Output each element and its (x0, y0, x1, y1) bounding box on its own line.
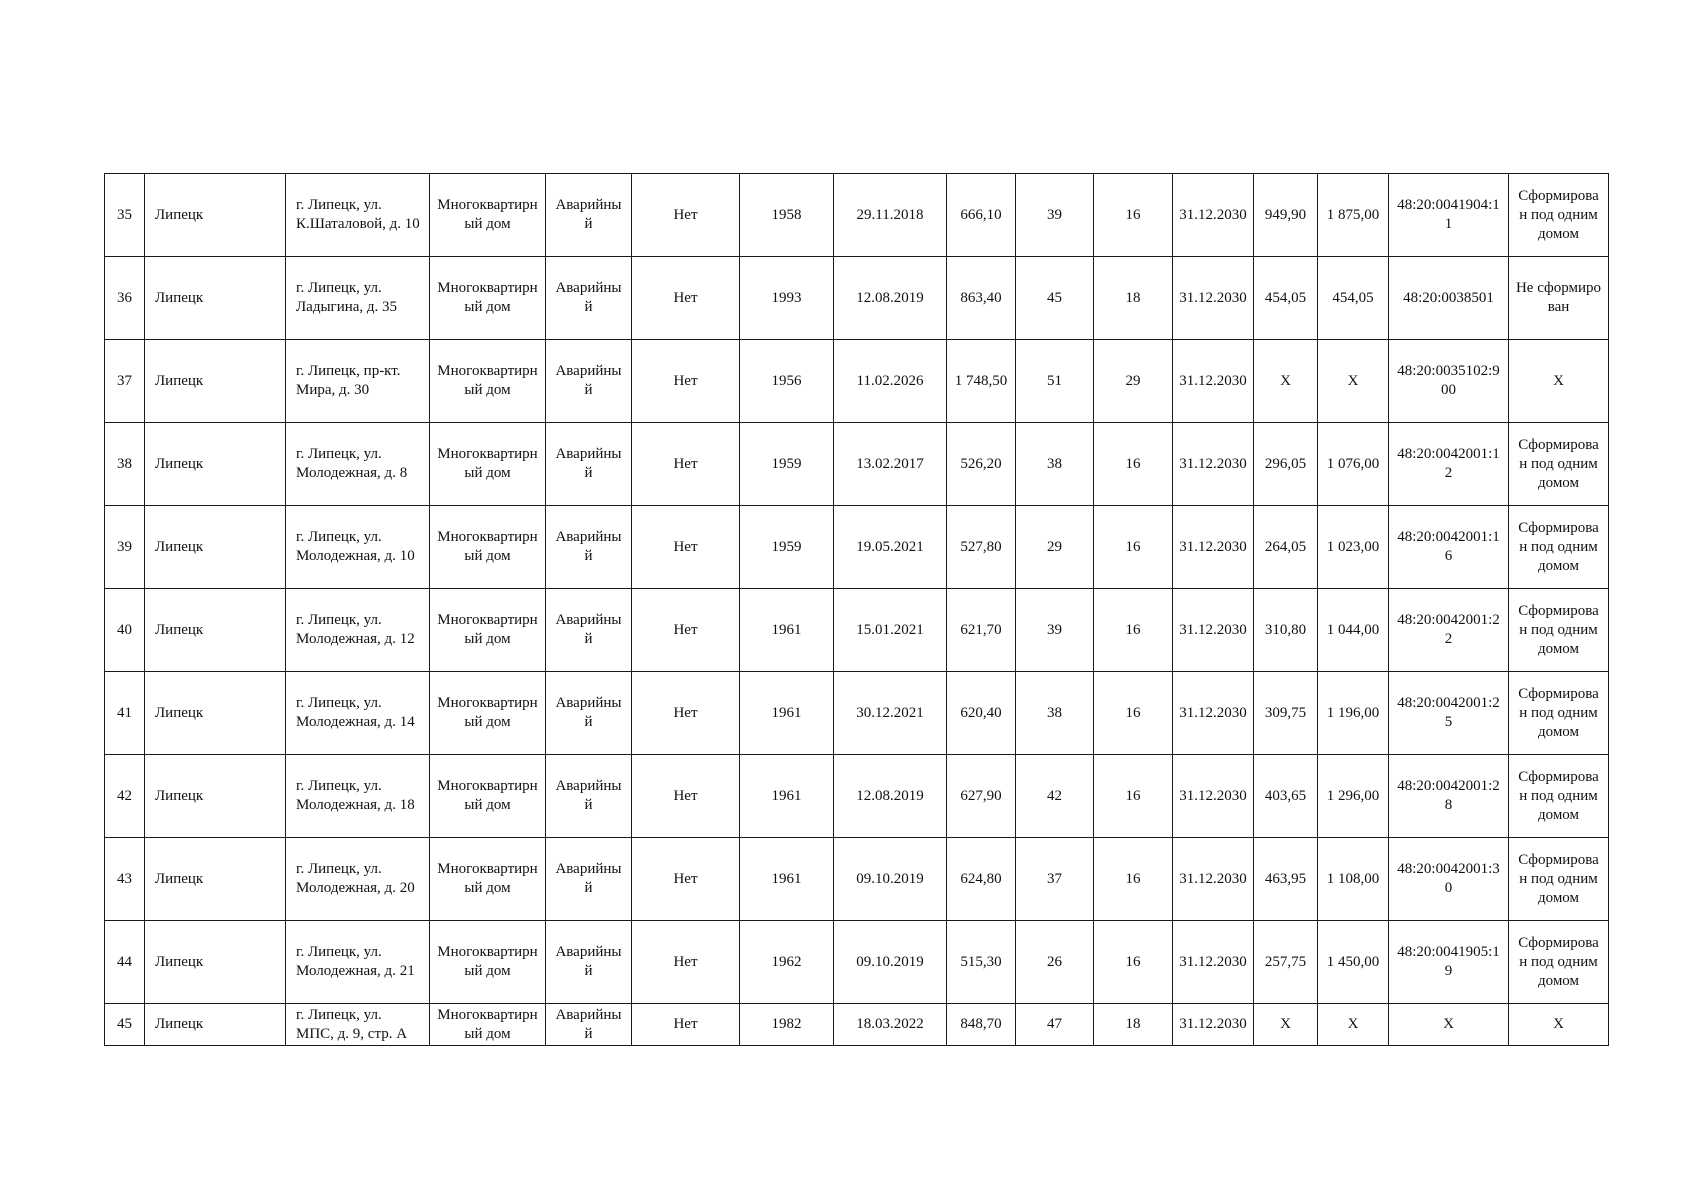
cell-row-number: 39 (105, 506, 145, 589)
cell-cultural-heritage: Нет (632, 423, 740, 506)
cell-land-area-1: 403,65 (1254, 755, 1318, 838)
cell-land-area-1: 296,05 (1254, 423, 1318, 506)
table-row (105, 1004, 1609, 1046)
cell-cultural-heritage: Нет (632, 921, 740, 1004)
cell-total-area: 526,20 (947, 423, 1016, 506)
cell-locality: Липецк (145, 506, 286, 589)
cell-cultural-heritage: Нет (632, 257, 740, 340)
cell-land-status: Сформирован под одним домом (1509, 423, 1609, 506)
cell-locality: Липецк (145, 921, 286, 1004)
cell-premises-count: 16 (1094, 174, 1173, 257)
cell-land-area-2: X (1318, 1004, 1389, 1046)
cell-row-number: 37 (105, 340, 145, 423)
cell-building-type: Многоквартирный дом (430, 423, 546, 506)
cell-cultural-heritage: Нет (632, 340, 740, 423)
cell-cadastral-number: 48:20:0042001:25 (1389, 672, 1509, 755)
cell-land-area-1: X (1254, 1004, 1318, 1046)
cell-address: г. Липецк, ул. МПС, д. 9, стр. А (286, 1004, 430, 1046)
cell-land-area-2: 1 196,00 (1318, 672, 1389, 755)
cell-address: г. Липецк, ул. Молодежная, д. 20 (286, 838, 430, 921)
cell-total-area: 1 748,50 (947, 340, 1016, 423)
cell-condition: Аварийный (546, 921, 632, 1004)
cell-cadastral-number: 48:20:0035102:900 (1389, 340, 1509, 423)
cell-land-status: X (1509, 1004, 1609, 1046)
cell-locality: Липецк (145, 423, 286, 506)
cell-residents-count: 38 (1016, 423, 1094, 506)
cell-premises-count: 16 (1094, 755, 1173, 838)
cell-row-number: 45 (105, 1004, 145, 1046)
cell-construction-year: 1993 (740, 257, 834, 340)
cell-recognition-date: 12.08.2019 (834, 257, 947, 340)
cell-building-type: Многоквартирный дом (430, 1004, 546, 1046)
cell-land-area-2: 1 875,00 (1318, 174, 1389, 257)
cell-condition: Аварийный (546, 174, 632, 257)
cell-total-area: 621,70 (947, 589, 1016, 672)
cell-row-number: 43 (105, 838, 145, 921)
cell-land-area-1: 309,75 (1254, 672, 1318, 755)
cell-land-area-2: 1 296,00 (1318, 755, 1389, 838)
cell-resettlement-deadline: 31.12.2030 (1173, 174, 1254, 257)
cell-resettlement-deadline: 31.12.2030 (1173, 506, 1254, 589)
cell-locality: Липецк (145, 1004, 286, 1046)
cell-resettlement-deadline: 31.12.2030 (1173, 838, 1254, 921)
cell-land-area-2: 1 044,00 (1318, 589, 1389, 672)
cell-resettlement-deadline: 31.12.2030 (1173, 257, 1254, 340)
cell-land-area-1: 310,80 (1254, 589, 1318, 672)
cell-condition: Аварийный (546, 257, 632, 340)
cell-recognition-date: 11.02.2026 (834, 340, 947, 423)
cell-resettlement-deadline: 31.12.2030 (1173, 423, 1254, 506)
cell-locality: Липецк (145, 755, 286, 838)
cell-condition: Аварийный (546, 506, 632, 589)
cell-resettlement-deadline: 31.12.2030 (1173, 1004, 1254, 1046)
cell-premises-count: 18 (1094, 1004, 1173, 1046)
cell-residents-count: 38 (1016, 672, 1094, 755)
cell-cultural-heritage: Нет (632, 589, 740, 672)
cell-residents-count: 42 (1016, 755, 1094, 838)
cell-recognition-date: 29.11.2018 (834, 174, 947, 257)
cell-resettlement-deadline: 31.12.2030 (1173, 589, 1254, 672)
cell-recognition-date: 09.10.2019 (834, 838, 947, 921)
cell-cultural-heritage: Нет (632, 1004, 740, 1046)
cell-construction-year: 1961 (740, 755, 834, 838)
cell-address: г. Липецк, ул. Молодежная, д. 21 (286, 921, 430, 1004)
cell-condition: Аварийный (546, 755, 632, 838)
cell-building-type: Многоквартирный дом (430, 257, 546, 340)
table-row (105, 423, 1609, 506)
table-body (105, 174, 1609, 1046)
cell-residents-count: 37 (1016, 838, 1094, 921)
cell-premises-count: 16 (1094, 672, 1173, 755)
cell-total-area: 624,80 (947, 838, 1016, 921)
cell-row-number: 35 (105, 174, 145, 257)
cell-row-number: 42 (105, 755, 145, 838)
cell-premises-count: 16 (1094, 423, 1173, 506)
cell-land-area-1: 257,75 (1254, 921, 1318, 1004)
cell-land-area-2: 454,05 (1318, 257, 1389, 340)
cell-residents-count: 45 (1016, 257, 1094, 340)
cell-land-area-1: 463,95 (1254, 838, 1318, 921)
cell-address: г. Липецк, ул. Молодежная, д. 10 (286, 506, 430, 589)
cell-construction-year: 1959 (740, 423, 834, 506)
cell-cultural-heritage: Нет (632, 838, 740, 921)
cell-construction-year: 1982 (740, 1004, 834, 1046)
cell-residents-count: 51 (1016, 340, 1094, 423)
table-row (105, 257, 1609, 340)
table-row (105, 174, 1609, 257)
cell-address: г. Липецк, ул. Молодежная, д. 12 (286, 589, 430, 672)
cell-resettlement-deadline: 31.12.2030 (1173, 672, 1254, 755)
cell-land-status: Не сформирован (1509, 257, 1609, 340)
housing-register-table (104, 173, 1609, 1046)
cell-cadastral-number: 48:20:0042001:22 (1389, 589, 1509, 672)
cell-total-area: 527,80 (947, 506, 1016, 589)
cell-recognition-date: 18.03.2022 (834, 1004, 947, 1046)
cell-total-area: 863,40 (947, 257, 1016, 340)
cell-land-area-2: 1 023,00 (1318, 506, 1389, 589)
cell-land-status: Сформирован под одним домом (1509, 174, 1609, 257)
cell-land-area-2: X (1318, 340, 1389, 423)
cell-cadastral-number: 48:20:0041905:19 (1389, 921, 1509, 1004)
cell-locality: Липецк (145, 589, 286, 672)
cell-land-status: Сформирован под одним домом (1509, 589, 1609, 672)
cell-total-area: 620,40 (947, 672, 1016, 755)
cell-land-status: X (1509, 340, 1609, 423)
cell-cadastral-number: 48:20:0042001:30 (1389, 838, 1509, 921)
cell-resettlement-deadline: 31.12.2030 (1173, 921, 1254, 1004)
cell-condition: Аварийный (546, 589, 632, 672)
cell-land-area-2: 1 108,00 (1318, 838, 1389, 921)
cell-condition: Аварийный (546, 423, 632, 506)
cell-cultural-heritage: Нет (632, 755, 740, 838)
cell-address: г. Липецк, ул. Молодежная, д. 18 (286, 755, 430, 838)
cell-premises-count: 16 (1094, 589, 1173, 672)
cell-premises-count: 16 (1094, 506, 1173, 589)
cell-building-type: Многоквартирный дом (430, 921, 546, 1004)
cell-building-type: Многоквартирный дом (430, 340, 546, 423)
cell-address: г. Липецк, ул. Молодежная, д. 14 (286, 672, 430, 755)
cell-residents-count: 47 (1016, 1004, 1094, 1046)
cell-premises-count: 18 (1094, 257, 1173, 340)
cell-cadastral-number: 48:20:0042001:12 (1389, 423, 1509, 506)
cell-land-status: Сформирован под одним домом (1509, 506, 1609, 589)
cell-condition: Аварийный (546, 838, 632, 921)
cell-cultural-heritage: Нет (632, 174, 740, 257)
cell-land-area-1: 264,05 (1254, 506, 1318, 589)
cell-building-type: Многоквартирный дом (430, 672, 546, 755)
cell-building-type: Многоквартирный дом (430, 506, 546, 589)
cell-locality: Липецк (145, 340, 286, 423)
cell-condition: Аварийный (546, 340, 632, 423)
table-row (105, 838, 1609, 921)
cell-cadastral-number: 48:20:0038501 (1389, 257, 1509, 340)
table-row (105, 340, 1609, 423)
cell-premises-count: 29 (1094, 340, 1173, 423)
cell-recognition-date: 09.10.2019 (834, 921, 947, 1004)
cell-total-area: 848,70 (947, 1004, 1016, 1046)
cell-locality: Липецк (145, 838, 286, 921)
cell-land-area-1: 949,90 (1254, 174, 1318, 257)
cell-row-number: 36 (105, 257, 145, 340)
cell-condition: Аварийный (546, 672, 632, 755)
table-row (105, 506, 1609, 589)
cell-recognition-date: 30.12.2021 (834, 672, 947, 755)
cell-construction-year: 1959 (740, 506, 834, 589)
cell-row-number: 44 (105, 921, 145, 1004)
cell-residents-count: 29 (1016, 506, 1094, 589)
cell-construction-year: 1958 (740, 174, 834, 257)
cell-total-area: 627,90 (947, 755, 1016, 838)
cell-premises-count: 16 (1094, 838, 1173, 921)
cell-land-area-2: 1 450,00 (1318, 921, 1389, 1004)
cell-building-type: Многоквартирный дом (430, 755, 546, 838)
cell-condition: Аварийный (546, 1004, 632, 1046)
cell-land-area-2: 1 076,00 (1318, 423, 1389, 506)
cell-residents-count: 39 (1016, 589, 1094, 672)
table-row (105, 589, 1609, 672)
cell-cadastral-number: 48:20:0042001:28 (1389, 755, 1509, 838)
cell-cultural-heritage: Нет (632, 672, 740, 755)
cell-construction-year: 1961 (740, 672, 834, 755)
cell-address: г. Липецк, ул. Молодежная, д. 8 (286, 423, 430, 506)
cell-cultural-heritage: Нет (632, 506, 740, 589)
cell-locality: Липецк (145, 257, 286, 340)
table-row (105, 755, 1609, 838)
cell-address: г. Липецк, пр-кт. Мира, д. 30 (286, 340, 430, 423)
cell-construction-year: 1962 (740, 921, 834, 1004)
cell-land-status: Сформирован под одним домом (1509, 672, 1609, 755)
cell-residents-count: 39 (1016, 174, 1094, 257)
cell-cadastral-number: 48:20:0042001:16 (1389, 506, 1509, 589)
cell-recognition-date: 12.08.2019 (834, 755, 947, 838)
cell-cadastral-number: 48:20:0041904:11 (1389, 174, 1509, 257)
cell-total-area: 666,10 (947, 174, 1016, 257)
cell-locality: Липецк (145, 672, 286, 755)
cell-land-area-1: 454,05 (1254, 257, 1318, 340)
cell-row-number: 38 (105, 423, 145, 506)
cell-residents-count: 26 (1016, 921, 1094, 1004)
cell-resettlement-deadline: 31.12.2030 (1173, 340, 1254, 423)
cell-resettlement-deadline: 31.12.2030 (1173, 755, 1254, 838)
cell-row-number: 41 (105, 672, 145, 755)
cell-premises-count: 16 (1094, 921, 1173, 1004)
cell-land-area-1: X (1254, 340, 1318, 423)
cell-address: г. Липецк, ул. Ладыгина, д. 35 (286, 257, 430, 340)
cell-land-status: Сформирован под одним домом (1509, 921, 1609, 1004)
cell-building-type: Многоквартирный дом (430, 838, 546, 921)
cell-construction-year: 1961 (740, 589, 834, 672)
cell-total-area: 515,30 (947, 921, 1016, 1004)
cell-construction-year: 1961 (740, 838, 834, 921)
table-row (105, 672, 1609, 755)
cell-building-type: Многоквартирный дом (430, 589, 546, 672)
cell-row-number: 40 (105, 589, 145, 672)
cell-land-status: Сформирован под одним домом (1509, 755, 1609, 838)
cell-recognition-date: 13.02.2017 (834, 423, 947, 506)
cell-locality: Липецк (145, 174, 286, 257)
cell-recognition-date: 15.01.2021 (834, 589, 947, 672)
cell-building-type: Многоквартирный дом (430, 174, 546, 257)
cell-construction-year: 1956 (740, 340, 834, 423)
cell-cadastral-number: X (1389, 1004, 1509, 1046)
table-row (105, 921, 1609, 1004)
cell-address: г. Липецк, ул. К.Шаталовой, д. 10 (286, 174, 430, 257)
cell-recognition-date: 19.05.2021 (834, 506, 947, 589)
cell-land-status: Сформирован под одним домом (1509, 838, 1609, 921)
